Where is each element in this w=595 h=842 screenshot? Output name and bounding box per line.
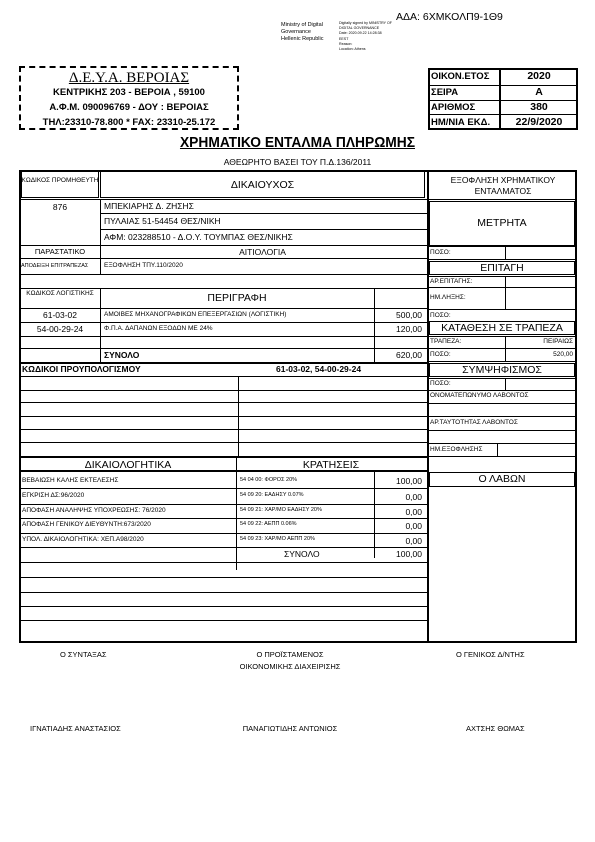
stamp-line: Location: Athens: [339, 47, 366, 52]
apodeixi-text: ΕΞΟΦΛΗΣΗ ΤΠΥ.110/2020: [104, 262, 183, 269]
meta-label-year: ΟΙΚΟΝ.ΕΤΟΣ: [431, 71, 490, 82]
artaut-label: ΑΡ.ΤΑΥΤΟΤΗΤΑΣ ΛΑΒΟΝΤΟΣ: [430, 419, 518, 426]
sig-name-syntaxas: ΙΓΝΑΤΙΑΔΗΣ ΑΝΑΣΤΑΣΙΟΣ: [30, 724, 121, 733]
beneficiary-afm: ΑΦΜ: 023288510 - Δ.Ο.Υ. ΤΟΥΜΠΑΣ ΘΕΣ/ΝΙΚΗΣ: [104, 232, 293, 242]
sig-name-genikos: ΑΧΤΣΗΣ ΘΩΜΑΣ: [466, 724, 525, 733]
stamp-line: Ministry of Digital: [281, 22, 323, 28]
kratiseis-total-label: ΣΥΝΟΛΟ: [284, 549, 320, 559]
kratisi-desc: 54 09 21: ΧΑΡ/ΜΟ ΕΑΔΗΣΥ 20%: [240, 507, 322, 513]
sig-proistamenos: Ο ΠΡΟΪΣΤΑΜΕΝΟΣ: [256, 650, 324, 659]
stamp-line: Hellenic Republic: [281, 36, 324, 42]
kratisi-amount: 0,00: [405, 507, 422, 517]
payment-method: ΜΕΤΡΗΤΑ: [477, 217, 527, 229]
dikaiologitiko-item: ΥΠΟΛ. ΔΙΚΑΙΟΛΟΓΗΤΙΚΑ: ΧΕΠ.Α98/2020: [22, 536, 144, 543]
trapeza-value: ΠΕΙΡΑΙΩΣ: [543, 338, 573, 345]
sig-name-proistamenos: ΠΑΝΑΓΙΩΤΙΔΗΣ ΑΝΤΩΝΙΟΣ: [242, 724, 338, 733]
beneficiary-name: ΜΠΕΚΙΑΡΗΣ Δ. ΖΗΣΗΣ: [104, 201, 194, 211]
dikaiologitiko-item: ΕΓΚΡΙΣΗ ΔΣ:96/2020: [22, 492, 85, 499]
line-code: 61-03-02: [42, 310, 78, 320]
kratiseis-label: ΚΡΑΤΗΣΕΙΣ: [302, 459, 360, 471]
line-code: 54-00-29-24: [36, 324, 84, 334]
line-amount: 500,00: [396, 310, 422, 320]
kratisi-desc: 54 09 20: ΕΑΔΗΣΥ 0.07%: [240, 492, 304, 498]
meta-value-year: 2020: [527, 70, 551, 82]
stamp-line: Governance: [281, 29, 311, 35]
o-lavon-label: Ο ΛΑΒΩΝ: [478, 473, 526, 485]
katathesi-label: ΚΑΤΑΘΕΣΗ ΣΕ ΤΡΑΠΕΖΑ: [441, 322, 563, 334]
issuer-phone: ΤΗΛ:23310-78.800 * FAX: 23310-25.172: [42, 117, 216, 128]
line-desc: ΑΜΟΙΒΕΣ ΜΗΧΑΝΟΓΡΑΦΙΚΩΝ ΕΠΕΞΕΡΓΑΣΙΩΝ (ΛΟΓΙΣΤΙΚΗ): [104, 311, 287, 318]
stamp-line: EEST: [339, 36, 349, 41]
budget-label: ΚΩΔΙΚΟΙ ΠΡΟΥΠΟΛΟΓΙΣΜΟΥ: [22, 364, 141, 374]
line-amount: 120,00: [396, 324, 422, 334]
signature-stamp-left: [281, 22, 324, 43]
meta-value-number: 380: [530, 101, 548, 113]
stamp-line: Reason:: [339, 41, 353, 46]
ada-code: ΑΔΑ: 6ΧΜΚΟΛΠ9-1Θ9: [396, 11, 503, 23]
meta-label-date: ΗΜ/ΝΙΑ ΕΚΔ.: [431, 117, 491, 128]
poso-label-2: ΠΟΣΟ:: [430, 312, 451, 319]
kratisi-amount: 0,00: [405, 492, 422, 502]
sig-proistamenos-dept: ΟΙΚΟΝΟΜΙΚΗΣ ΔΙΑΧΕΙΡΙΣΗΣ: [239, 662, 341, 671]
kratisi-amount: 0,00: [405, 521, 422, 531]
dikaiologitiko-item: ΑΠΟΦΑΣΗ ΑΝΑΛΗΨΗΣ ΥΠΟΧΡΕΩΣΗΣ: 76/2020: [22, 507, 166, 514]
epitagi-label: ΕΠΙΤΑΓΗ: [480, 262, 524, 274]
sig-genikos: Ο ΓΕΝΙΚΟΣ Δ/ΝΤΗΣ: [456, 650, 525, 659]
meta-label-series: ΣΕΙΡΑ: [431, 87, 459, 98]
synolo-value: 620,00: [396, 350, 422, 360]
meta-value-date: 22/9/2020: [515, 116, 563, 128]
supplier-code: 876: [52, 202, 68, 212]
trapeza-poso: 520,00: [553, 351, 573, 358]
kratisi-amount: 0,00: [405, 536, 422, 546]
ar-epitagis-label: ΑΡ.ΕΠΙΤΑΓΗΣ:: [430, 278, 473, 285]
supplier-code-label: ΚΩΔΙΚΟΣ ΠΡΟΜΗΘΕΥΤΗ: [21, 177, 99, 184]
poso-label-3: ΠΟΣΟ:: [430, 351, 451, 358]
page-subtitle: ΑΘΕΩΡΗΤΟ ΒΑΣΕΙ ΤΟΥ Π.Δ.136/2011: [223, 157, 372, 167]
meta-label-number: ΑΡΙΘΜΟΣ: [431, 102, 476, 113]
page-title: ΧΡΗΜΑΤΙΚΟ ΕΝΤΑΛΜΑ ΠΛΗΡΩΜΗΣ: [179, 134, 416, 151]
beneficiary-label: ΔΙΚΑΙΟΥΧΟΣ: [230, 179, 295, 191]
trapeza-label: ΤΡΑΠΕΖΑ:: [430, 338, 462, 345]
stamp-line: Date: 2020.09.22 14:28:38: [339, 31, 382, 36]
kratisi-desc: 54 09 23: ΧΑΡ/ΜΟ ΑΕΠΠ 20%: [240, 536, 315, 542]
account-code-label: ΚΩΔΙΚΟΣ ΛΟΓΙΣΤΙΚΗΣ: [26, 290, 94, 297]
stamp-line: Digitally signed by MINISTRY OF: [339, 21, 392, 25]
onomatep-label: ΟΝΟΜΑΤΕΠΩΝΥΜΟ ΛΑΒΟΝΤΟΣ: [430, 392, 529, 399]
dikaiologitiko-item: ΑΠΟΦΑΣΗ ΓΕΝΙΚΟΥ ΔΙΕΥΘΥΝΤΗ:673/2020: [22, 521, 151, 528]
imexofl-label: ΗΜ.ΕΞΟΦΛΗΣΗΣ: [430, 446, 483, 453]
aitiologia-label: ΑΙΤΙΟΛΟΓΙΑ: [239, 247, 286, 257]
budget-codes: 61-03-02, 54-00-29-24: [276, 364, 362, 374]
beneficiary-address: ΠΥΛΑΙΑΣ 51-54454 ΘΕΣ/ΝΙΚΗ: [104, 216, 221, 226]
stamp-line: DIGITAL GOVERNANCE: [339, 26, 380, 31]
im-lixis-label: ΗΜ.ΛΗΞΗΣ:: [430, 294, 466, 301]
line-desc: Φ.Π.Α. ΔΑΠΑΝΩΝ ΕΞΟΔΩΝ ΜΕ 24%: [104, 325, 213, 332]
dikaiologitiko-item: ΒΕΒΑΙΩΣΗ ΚΑΛΗΣ ΕΚΤΕΛΕΣΗΣ: [22, 477, 119, 484]
issuer-afm: Α.Φ.Μ. 090096769 - ΔΟΥ : ΒΕΡΟΙΑΣ: [49, 102, 209, 113]
perigrafi-label: ΠΕΡΙΓΡΑΦΗ: [207, 292, 267, 304]
symfifismos-label: ΣΥΜΨΗΦΙΣΜΟΣ: [462, 364, 542, 376]
poso-label-1: ΠΟΣΟ:: [430, 249, 451, 256]
sig-syntaxas: Ο ΣΥΝΤΑΞΑΣ: [60, 650, 107, 659]
synolo-label: ΣΥΝΟΛΟ: [104, 350, 140, 360]
kratisi-desc: 54 04 00: ΦΟΡΟΣ 20%: [240, 477, 298, 483]
apodeixi-label: ΑΠΟΔΕΙΞΗ ΕΠΙΤΡΑΠΕΖΑΣ: [21, 263, 89, 269]
meta-value-series: Α: [535, 86, 543, 98]
poso-label-4: ΠΟΣΟ:: [430, 380, 451, 387]
issuer-address: ΚΕΝΤΡΙΚΗΣ 203 - ΒΕΡΟΙΑ , 59100: [53, 87, 205, 98]
kratisi-desc: 54 09 22: ΑΕΠΠ 0.06%: [240, 521, 297, 527]
signature-stamp-right: [339, 21, 392, 52]
kratiseis-total: 100,00: [396, 549, 422, 559]
issuer-name: Δ.Ε.Υ.Α. ΒΕΡΟΙΑΣ: [68, 70, 190, 86]
settlement-label: ΕΞΟΦΛΗΣΗ ΧΡΗΜΑΤΙΚΟΥ ΕΝΤΑΛΜΑΤΟΣ: [450, 175, 556, 196]
parastatiko-label: ΠΑΡΑΣΤΑΤΙΚΟ: [34, 247, 86, 256]
kratisi-amount: 100,00: [396, 476, 422, 486]
issuer-box: [19, 66, 239, 130]
dikaiologitika-label: ΔΙΚΑΙΟΛΟΓΗΤΙΚΑ: [84, 459, 172, 471]
